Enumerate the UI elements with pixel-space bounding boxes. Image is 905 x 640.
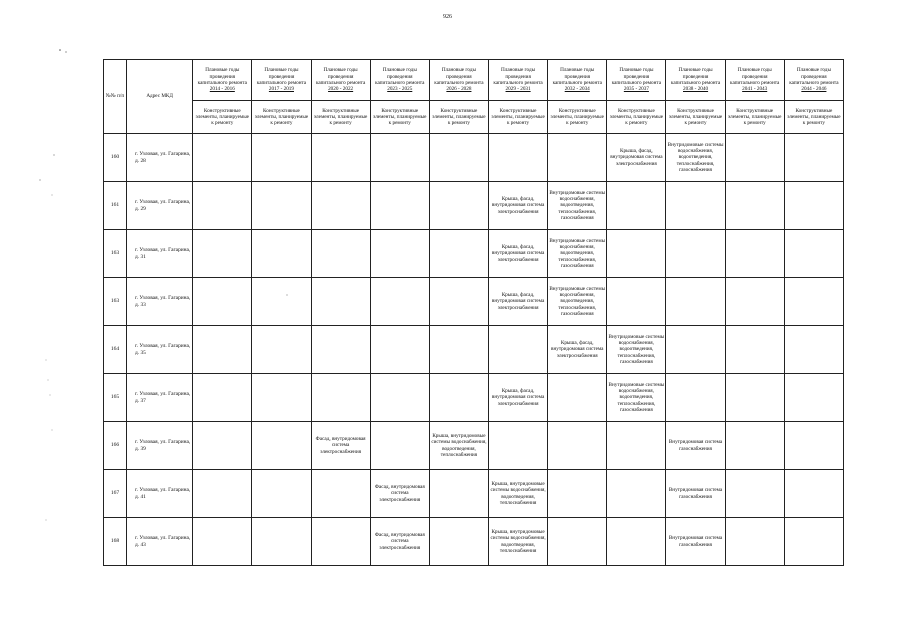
col-subheader-elements: Конструктивные элементы, планируемые к ремонту [370,101,429,134]
row-cell [607,182,666,230]
col-subheader-elements: Конструктивные элементы, планируемые к ремонту [429,101,488,134]
row-cell [429,134,488,182]
row-cell [252,230,311,278]
row-cell: Внутридомовые системы водоснабжения, водоотведения, теплоснабжения, газоснабжения [666,134,725,182]
col-subheader-elements: Конструктивные элементы, планируемые к ремонту [607,101,666,134]
col-subheader-elements: Конструктивные элементы, планируемые к ремонту [252,101,311,134]
row-number: 165 [104,374,127,422]
col-header-period [429,60,488,101]
col-header-address: Адрес МКД [127,60,193,134]
page-number: 926 [443,14,452,20]
col-header-period [666,60,725,101]
row-number: 160 [104,134,127,182]
col-subheader-elements: Конструктивные элементы, планируемые к ремонту [548,101,607,134]
row-cell [311,134,370,182]
row-cell [252,134,311,182]
row-cell [429,182,488,230]
row-cell: Внутридомовая система газоснабжения [666,470,725,518]
row-cell [784,230,843,278]
row-cell [725,374,784,422]
col-subheader-elements: Конструктивные элементы, планируемые к ремонту [784,101,843,134]
row-cell [489,134,548,182]
row-cell [193,278,252,326]
period-label: Плановые годы проведения капитального ремонта [611,67,662,86]
row-cell [370,134,429,182]
col-header-period [252,60,311,101]
period-years: 2032 - 2034 [564,86,590,93]
row-cell [548,374,607,422]
row-number: 167 [104,470,127,518]
row-cell [784,326,843,374]
period-years: 2035 - 2037 [623,86,649,93]
row-cell [725,470,784,518]
period-years: 2023 - 2025 [387,86,413,93]
header-row-elements [104,101,844,134]
row-cell [489,422,548,470]
col-subheader-elements: Конструктивные элементы, планируемые к ремонту [666,101,725,134]
row-cell: Крыша, внутридомовые системы водоснабжения, водоотведения, теплоснабжения [429,422,488,470]
period-years: 2026 - 2028 [446,86,472,93]
col-header-period [607,60,666,101]
period-label: Плановые годы проведения капитального ремонта [256,67,307,86]
row-cell [252,278,311,326]
row-cell [725,518,784,566]
row-cell [193,182,252,230]
col-header-period [725,60,784,101]
row-number: 164 [104,326,127,374]
col-header-period [370,60,429,101]
row-cell: Внутридомовые системы водоснабжения, водоотведения, теплоснабжения, газоснабжения [548,230,607,278]
header-row-periods [104,60,844,101]
row-cell [607,470,666,518]
row-number: 163 [104,278,127,326]
row-cell [252,470,311,518]
table-row [104,278,844,326]
period-label: Плановые годы проведения капитального ремонта [434,67,484,86]
period-label: Плановые годы проведения капитального ремонта [197,67,247,86]
row-cell [311,518,370,566]
row-cell [193,230,252,278]
row-cell [429,470,488,518]
row-cell [193,422,252,470]
row-address: г. Узловая, ул. Гагарина, д. 43 [127,518,193,566]
row-cell [666,182,725,230]
row-cell: Фасад, внутридомовая система электроснабжения [370,470,429,518]
col-header-num: №№ п/п [104,60,127,134]
row-cell: Крыша, фасад, внутридомовая система электроснабжения [489,230,548,278]
period-label: Плановые годы проведения капитального ремонта [730,67,780,86]
row-cell [193,134,252,182]
row-cell: Внутридомовые системы водоснабжения, водоотведения, теплоснабжения, газоснабжения [548,182,607,230]
row-cell [370,374,429,422]
row-address: г. Узловая, ул. Гагарина, д. 35 [127,326,193,374]
row-address: г. Узловая, ул. Гагарина, д. 33 [127,278,193,326]
row-cell [666,326,725,374]
row-cell [548,518,607,566]
row-cell: Крыша, фасад, внутридомовая система электроснабжения [489,278,548,326]
row-address: г. Узловая, ул. Гагарина, д. 39 [127,422,193,470]
row-cell [784,278,843,326]
row-cell [311,278,370,326]
row-cell [311,374,370,422]
period-years: 2029 - 2031 [505,86,531,93]
row-cell [311,182,370,230]
col-header-period [489,60,548,101]
table-row [104,182,844,230]
row-address: г. Узловая, ул. Гагарина, д. 28 [127,134,193,182]
row-cell [252,182,311,230]
period-years: 2041 - 2043 [742,86,768,93]
row-cell [429,518,488,566]
row-number: 166 [104,422,127,470]
row-cell [370,278,429,326]
row-cell [252,374,311,422]
col-subheader-elements: Конструктивные элементы, планируемые к ремонту [311,101,370,134]
period-years: 2044 - 2046 [801,86,827,93]
col-subheader-elements: Конструктивные элементы, планируемые к ремонту [193,101,252,134]
row-cell [370,182,429,230]
row-cell [252,422,311,470]
col-header-period [784,60,843,101]
period-label: Плановые годы проведения капитального ремонта [670,67,721,86]
row-cell [725,182,784,230]
row-cell: Фасад, внутридомовая система электроснабжения [370,518,429,566]
row-cell: Внутридомовые системы водоснабжения, водоотведения, теплоснабжения, газоснабжения [548,278,607,326]
row-number: 161 [104,182,127,230]
period-years: 2038 - 2040 [683,86,709,93]
row-cell [548,470,607,518]
row-cell: Крыша, фасад, внутридомовая система электроснабжения [489,182,548,230]
row-address: г. Узловая, ул. Гагарина, д. 37 [127,374,193,422]
col-header-period [548,60,607,101]
period-years: 2020 - 2022 [328,86,354,93]
row-cell: Крыша, фасад, внутридомовая система электроснабжения [607,134,666,182]
row-cell [193,374,252,422]
table-row [104,374,844,422]
row-cell [370,230,429,278]
row-number: 168 [104,518,127,566]
row-cell [607,518,666,566]
row-cell [193,326,252,374]
period-label: Плановые годы проведения капитального ремонта [493,67,543,86]
table-row [104,470,844,518]
row-address: г. Узловая, ул. Гагарина, д. 29 [127,182,193,230]
row-cell [784,518,843,566]
row-cell [193,470,252,518]
row-cell [666,374,725,422]
row-cell [370,326,429,374]
row-cell [429,230,488,278]
row-cell [725,230,784,278]
row-cell [193,518,252,566]
row-cell [666,278,725,326]
period-label: Плановые годы проведения капитального ремонта [315,67,366,86]
table-row [104,230,844,278]
period-label: Плановые годы проведения капитального ремонта [552,67,602,86]
col-subheader-elements: Конструктивные элементы, планируемые к ремонту [725,101,784,134]
row-cell [725,278,784,326]
row-cell [784,470,843,518]
col-header-period [193,60,252,101]
row-cell [311,230,370,278]
row-cell [429,278,488,326]
row-cell [725,422,784,470]
table-row [104,422,844,470]
table-row [104,134,844,182]
row-cell: Внутридомовые системы водоснабжения, водоотведения, теплоснабжения, газоснабжения [607,374,666,422]
row-cell: Крыша, фасад, внутридомовая система электроснабжения [548,326,607,374]
col-header-period [311,60,370,101]
row-cell [725,134,784,182]
row-cell [725,326,784,374]
period-label: Плановые годы проведения капитального ремонта [789,67,839,86]
row-cell [548,422,607,470]
row-cell: Крыша, фасад, внутридомовая система электроснабжения [489,374,548,422]
table-row [104,326,844,374]
period-years: 2014 - 2016 [209,86,235,93]
row-cell: Внутридомовая система газоснабжения [666,518,725,566]
row-cell [489,326,548,374]
row-cell [311,470,370,518]
row-cell [784,422,843,470]
col-subheader-elements: Конструктивные элементы, планируемые к ремонту [489,101,548,134]
row-cell: Внутридомовая система газоснабжения [666,422,725,470]
row-number: 163 [104,230,127,278]
row-cell: Крыша, внутридомовые системы водоснабжения, водоотведения, теплоснабжения [489,518,548,566]
row-cell [607,422,666,470]
table-row [104,518,844,566]
row-cell [252,518,311,566]
row-cell [784,374,843,422]
row-cell [784,182,843,230]
repair-schedule-table [103,59,844,566]
row-address: г. Узловая, ул. Гагарина, д. 41 [127,470,193,518]
row-cell [784,134,843,182]
row-cell: Фасад, внутридомовая система электроснабжения [311,422,370,470]
row-cell: Внутридомовые системы водоснабжения, водоотведения, теплоснабжения, газоснабжения [607,326,666,374]
row-cell [607,230,666,278]
period-years: 2017 - 2019 [268,86,294,93]
row-address: г. Узловая, ул. Гагарина, д. 31 [127,230,193,278]
row-cell: Крыша, внутридомовые системы водоснабжения, водоотведения, теплоснабжения [489,470,548,518]
row-cell [429,326,488,374]
row-cell [311,326,370,374]
row-cell [607,278,666,326]
row-cell [370,422,429,470]
period-label: Плановые годы проведения капитального ремонта [375,67,425,86]
row-cell [252,326,311,374]
row-cell [666,230,725,278]
row-cell [429,374,488,422]
row-cell [548,134,607,182]
